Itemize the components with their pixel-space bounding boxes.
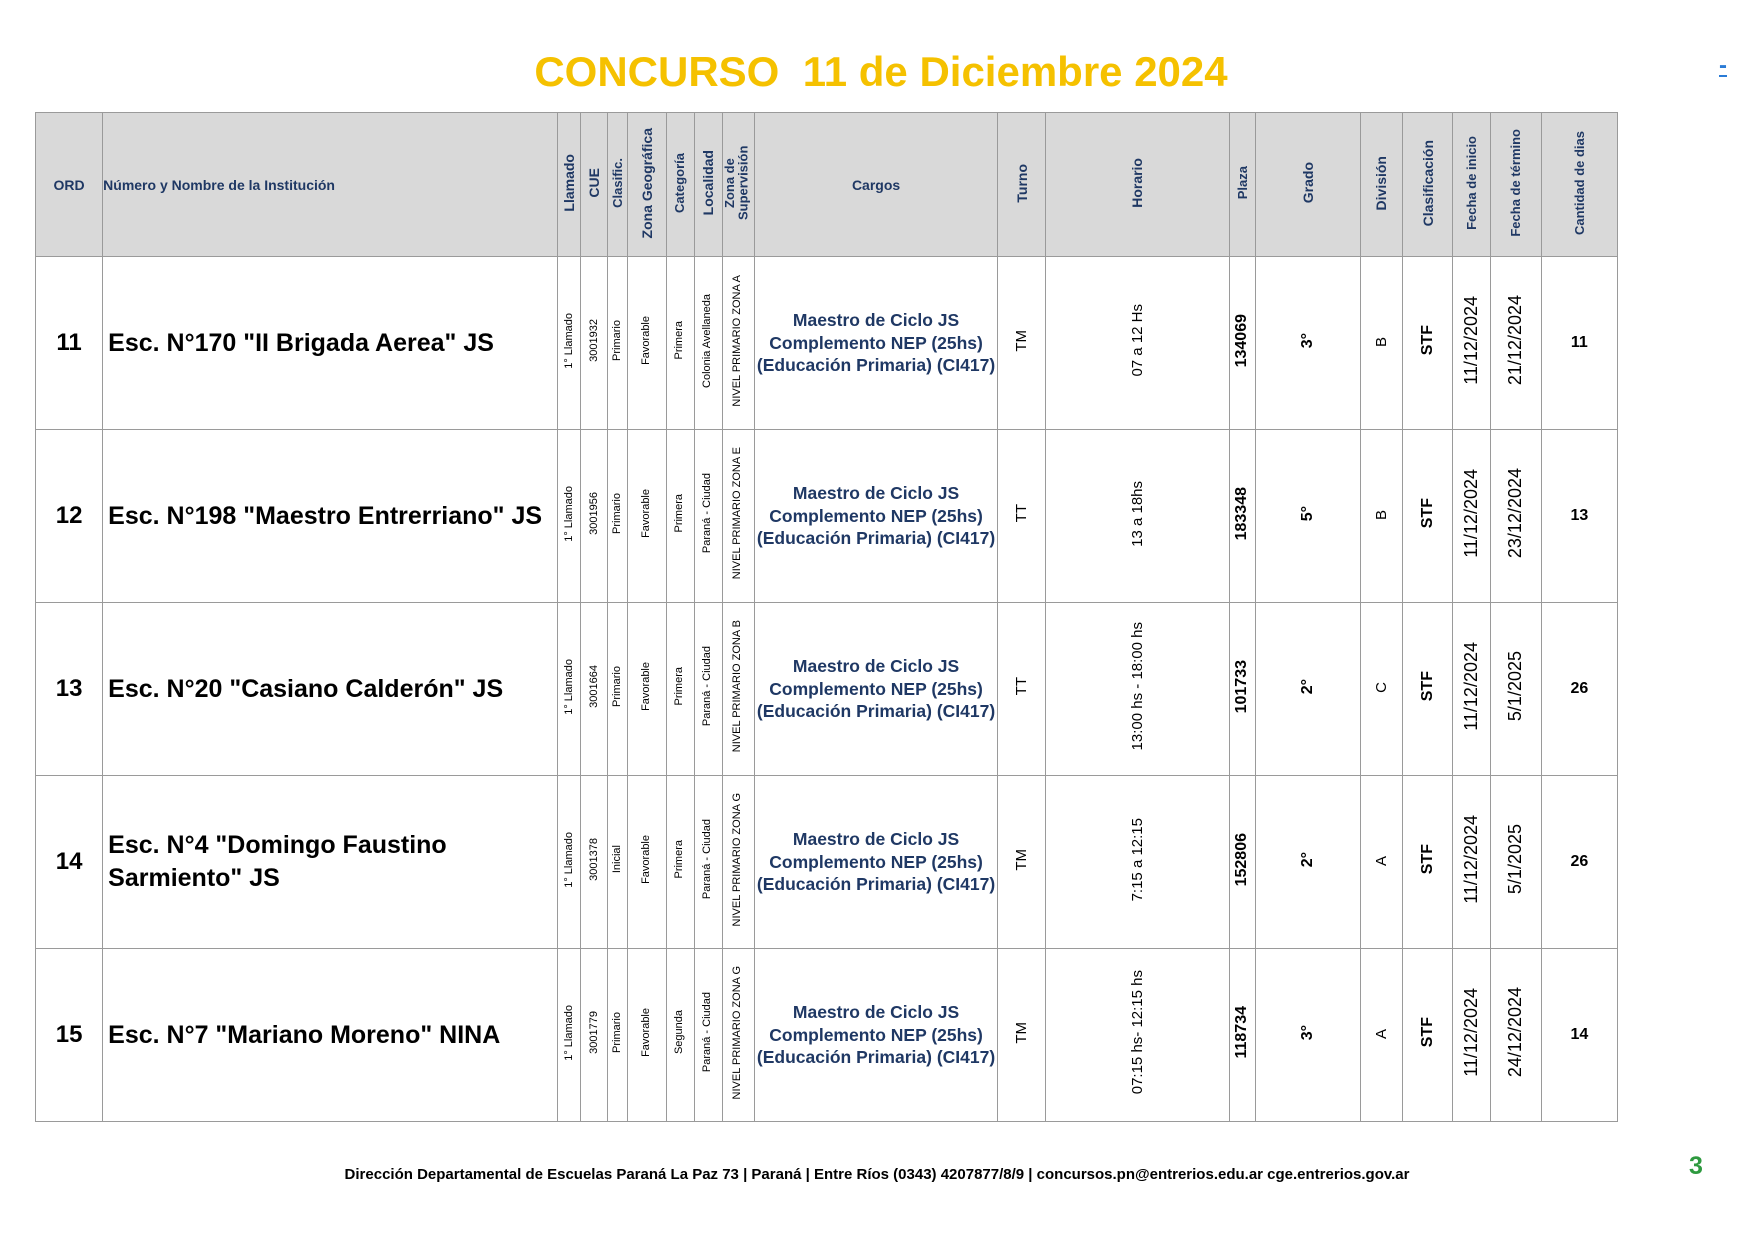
row-llamado: 1° Llamado — [562, 831, 575, 888]
header-llamado: Llamado — [560, 154, 577, 212]
row-cue: 3001932 — [587, 319, 600, 362]
row-plaza: 134069 — [1233, 313, 1251, 368]
row-cargos: Maestro de Ciclo JS Complemento NEP (25hs) (Educación Primaria) (CI417) — [754, 430, 998, 603]
row-localidad: Paraná - Ciudad — [701, 473, 714, 554]
row-horario: 7:15 a 12:15 — [1128, 817, 1146, 902]
header-horario: Horario — [1129, 158, 1146, 208]
row-fecha-termino: 5/1/2025 — [1505, 651, 1526, 722]
row-institucion: Esc. N°4 "Domingo Faustino Sarmiento" JS — [103, 776, 558, 949]
row-cue: 3001956 — [587, 492, 600, 535]
row-categoria: Primera — [673, 494, 686, 533]
row-ord: 13 — [36, 603, 103, 776]
row-ord: 15 — [36, 949, 103, 1122]
row-fecha-termino: 21/12/2024 — [1505, 295, 1526, 386]
row-institucion: Esc. N°20 "Casiano Calderón" JS — [103, 603, 558, 776]
row-ord: 11 — [36, 257, 103, 430]
header-grado: Grado — [1299, 162, 1316, 204]
row-turno: TT — [1013, 504, 1031, 523]
table-row — [36, 430, 1618, 603]
row-horario: 07:15 hs- 12:15 hs — [1128, 970, 1146, 1095]
row-zona-geografica: Favorable — [640, 1008, 653, 1057]
row-fecha-termino: 5/1/2025 — [1505, 824, 1526, 895]
row-clasific: Primario — [611, 320, 624, 361]
header-fecha-inicio: Fecha de inicio — [1463, 136, 1479, 230]
row-cantidad-dias: 26 — [1541, 776, 1617, 949]
row-llamado: 1° Llamado — [562, 658, 575, 715]
row-clasific: Primario — [611, 1012, 624, 1053]
row-llamado: 1° Llamado — [562, 1004, 575, 1061]
row-zona-supervision: NIVEL PRIMARIO ZONA E — [731, 447, 744, 580]
row-fecha-inicio: 11/12/2024 — [1461, 815, 1482, 904]
row-horario: 07 a 12 Hs — [1128, 304, 1146, 377]
page-number: 3 — [1689, 1152, 1703, 1180]
row-horario: 13:00 hs - 18:00 hs — [1128, 622, 1146, 751]
header-fecha-termino: Fecha de término — [1507, 129, 1523, 237]
row-institucion: Esc. N°7 "Mariano Moreno" NINA — [103, 949, 558, 1122]
row-plaza: 152806 — [1233, 832, 1251, 887]
row-grado: 2° — [1298, 851, 1316, 868]
row-grado: 3° — [1298, 1024, 1316, 1041]
row-division: B — [1372, 509, 1390, 520]
row-plaza: 183348 — [1233, 486, 1251, 541]
row-zona-geografica: Favorable — [640, 662, 653, 711]
header-plaza: Plaza — [1234, 166, 1250, 200]
row-clasificacion: STF — [1418, 325, 1436, 356]
row-categoria: Primera — [673, 667, 686, 706]
row-cantidad-dias: 13 — [1541, 430, 1617, 603]
row-clasificacion: STF — [1418, 671, 1436, 702]
header-clasificacion: Clasificación — [1419, 139, 1436, 227]
row-grado: 2° — [1298, 678, 1316, 695]
row-zona-supervision: NIVEL PRIMARIO ZONA B — [731, 620, 744, 753]
row-cargos: Maestro de Ciclo JS Complemento NEP (25hs) (Educación Primaria) (CI417) — [754, 603, 998, 776]
row-localidad: Colonia Avellaneda — [701, 293, 714, 388]
row-plaza: 101733 — [1233, 659, 1251, 714]
table-row — [36, 949, 1618, 1122]
row-grado: 5° — [1298, 505, 1316, 522]
row-clasific: Primario — [611, 493, 624, 534]
header-ord: ORD — [36, 113, 103, 257]
row-clasific: Inicial — [611, 845, 624, 874]
footer-contact: Dirección Departamental de Escuelas Paraná La Paz 73 | Paraná | Entre Ríos (0343) 4207877/8/9 | concursos.pn@entrerios.edu.ar cge.entrerios.gov.ar — [344, 1166, 1410, 1183]
header-turno: Turno — [1013, 163, 1030, 203]
row-cantidad-dias: 14 — [1541, 949, 1617, 1122]
table-row — [36, 776, 1618, 949]
row-categoria: Segunda — [673, 1010, 686, 1055]
row-grado: 3° — [1298, 332, 1316, 349]
row-cue: 3001664 — [587, 665, 600, 708]
row-cargos: Maestro de Ciclo JS Complemento NEP (25hs) (Educación Primaria) (CI417) — [754, 257, 998, 430]
row-cantidad-dias: 11 — [1541, 257, 1617, 430]
row-clasific: Primario — [611, 666, 624, 707]
row-turno: TT — [1013, 677, 1031, 696]
row-fecha-termino: 24/12/2024 — [1505, 987, 1526, 1078]
row-clasificacion: STF — [1418, 498, 1436, 529]
row-zona-geografica: Favorable — [640, 489, 653, 538]
row-fecha-inicio: 11/12/2024 — [1461, 642, 1482, 731]
row-zona-supervision: NIVEL PRIMARIO ZONA A — [731, 274, 744, 407]
header-categoria: Categoría — [672, 153, 688, 213]
row-division: B — [1372, 336, 1390, 347]
header-localidad: Localidad — [699, 150, 716, 216]
row-clasificacion: STF — [1418, 1017, 1436, 1048]
page-title: CONCURSO 11 de Diciembre 2024 — [534, 48, 1228, 95]
row-ord: 12 — [36, 430, 103, 603]
corner-link[interactable]: - — [1719, 52, 1727, 79]
row-zona-geografica: Favorable — [640, 316, 653, 365]
row-cue: 3001378 — [587, 838, 600, 881]
row-cantidad-dias: 26 — [1541, 603, 1617, 776]
header-zona-supervision: Zona de Supervisión — [722, 145, 751, 221]
row-localidad: Paraná - Ciudad — [701, 992, 714, 1073]
header-row — [36, 113, 1618, 257]
row-categoria: Primera — [673, 321, 686, 360]
table-row — [36, 257, 1618, 430]
row-plaza: 118734 — [1233, 1006, 1251, 1059]
row-turno: TM — [1013, 848, 1031, 871]
header-zona-geografica: Zona Geográfica — [638, 127, 655, 239]
header-division: División — [1373, 155, 1390, 211]
row-cue: 3001779 — [587, 1011, 600, 1054]
row-zona-supervision: NIVEL PRIMARIO ZONA G — [731, 965, 744, 1100]
header-cantidad-dias: Cantidad de dias — [1571, 130, 1587, 236]
row-ord: 14 — [36, 776, 103, 949]
header-clasific: Clasific. — [610, 158, 626, 208]
row-fecha-inicio: 11/12/2024 — [1461, 988, 1482, 1077]
row-clasificacion: STF — [1418, 844, 1436, 875]
table-row — [36, 603, 1618, 776]
header-cargos: Cargos — [754, 113, 998, 257]
row-cargos: Maestro de Ciclo JS Complemento NEP (25hs) (Educación Primaria) (CI417) — [754, 776, 998, 949]
header-cue: CUE — [586, 168, 603, 198]
row-institucion: Esc. N°198 "Maestro Entrerriano" JS — [103, 430, 558, 603]
row-turno: TM — [1013, 329, 1031, 352]
row-division: C — [1372, 682, 1390, 693]
row-turno: TM — [1013, 1021, 1031, 1044]
row-division: A — [1372, 855, 1390, 866]
row-zona-geografica: Favorable — [640, 835, 653, 884]
row-llamado: 1° Llamado — [562, 485, 575, 542]
row-division: A — [1372, 1028, 1390, 1039]
row-horario: 13 a 18hs — [1128, 480, 1146, 547]
row-localidad: Paraná - Ciudad — [701, 819, 714, 900]
row-cargos: Maestro de Ciclo JS Complemento NEP (25hs) (Educación Primaria) (CI417) — [754, 949, 998, 1122]
header-institucion: Número y Nombre de la Institución — [103, 113, 558, 257]
row-llamado: 1° Llamado — [562, 312, 575, 369]
row-fecha-termino: 23/12/2024 — [1505, 468, 1526, 559]
row-fecha-inicio: 11/12/2024 — [1461, 296, 1482, 385]
row-categoria: Primera — [673, 840, 686, 879]
concurso-table — [35, 112, 1618, 1122]
row-localidad: Paraná - Ciudad — [701, 646, 714, 727]
row-fecha-inicio: 11/12/2024 — [1461, 469, 1482, 558]
row-zona-supervision: NIVEL PRIMARIO ZONA G — [731, 792, 744, 927]
row-institucion: Esc. N°170 "II Brigada Aerea" JS — [103, 257, 558, 430]
